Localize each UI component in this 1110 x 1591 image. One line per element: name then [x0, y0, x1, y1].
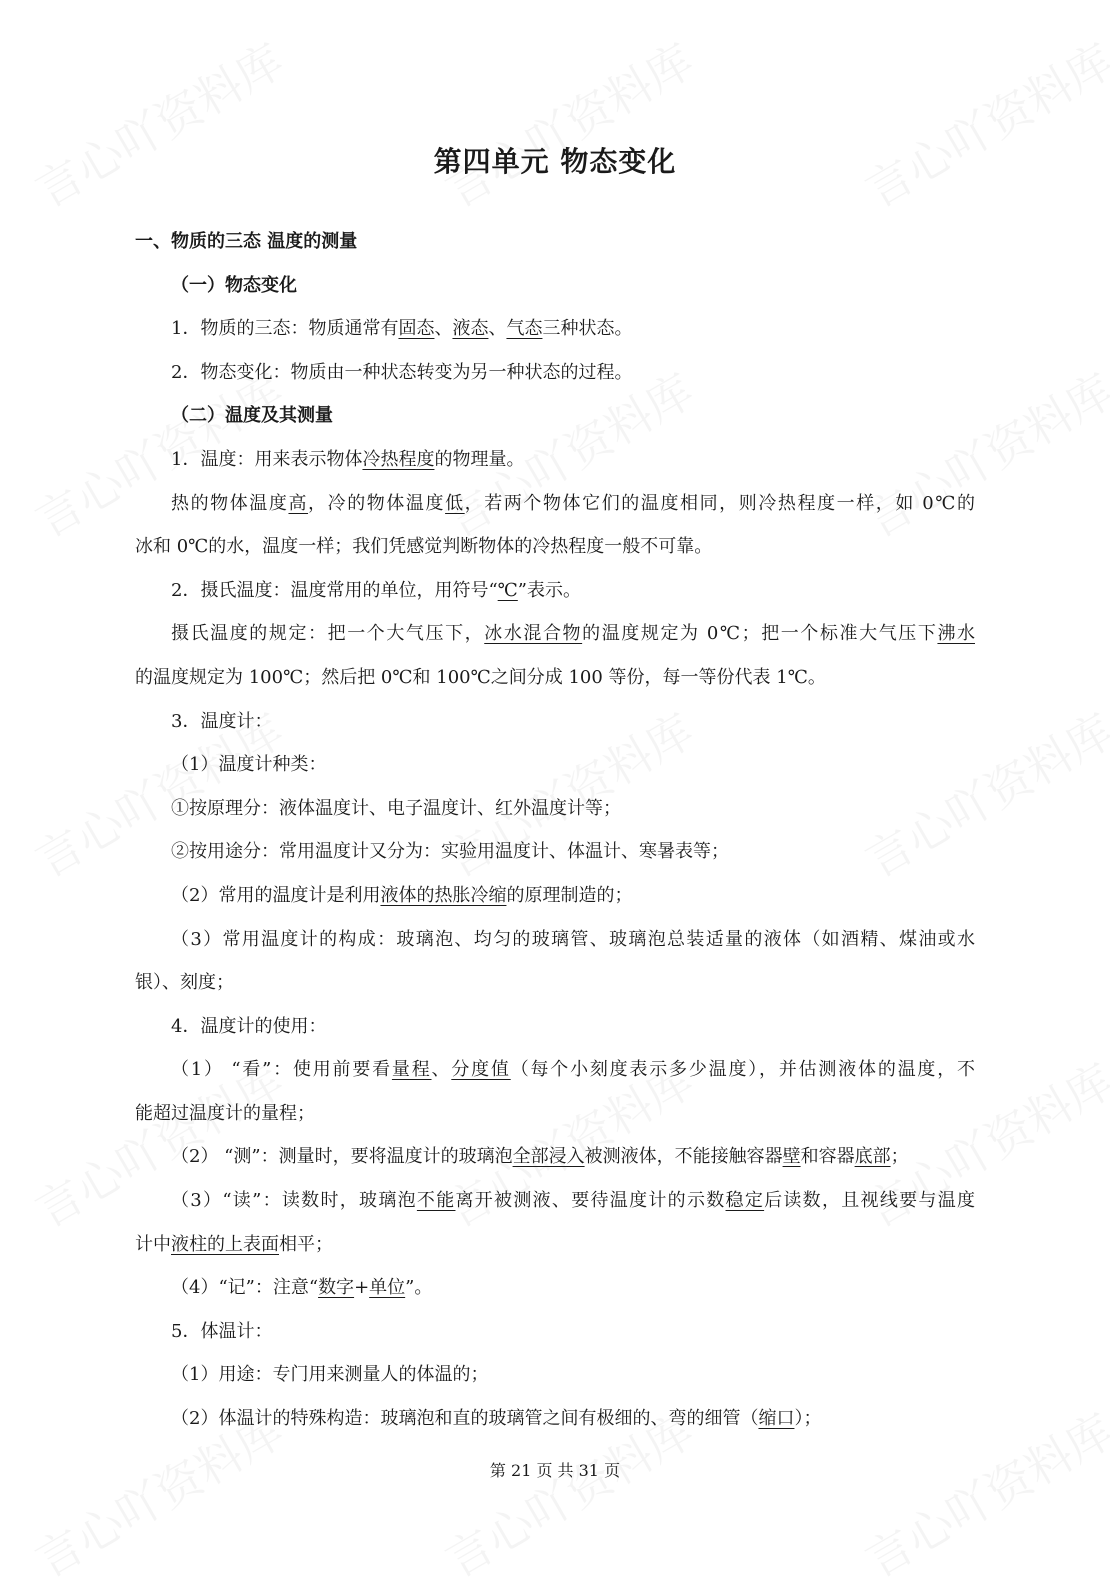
underlined-keyword: 量程: [391, 1059, 432, 1081]
text-line: [135, 569, 975, 613]
text-segment: ）；: [794, 1408, 822, 1430]
text-line: [135, 1092, 975, 1136]
text-segment: （2）常用的温度计是利用: [171, 884, 381, 906]
text-line: [135, 874, 975, 918]
text-segment: 计中: [135, 1233, 171, 1255]
underlined-keyword: 固态: [398, 318, 435, 340]
underlined-keyword: 液体的热胀冷缩: [380, 884, 507, 906]
text-segment: 银）、刻度；: [135, 972, 234, 994]
underlined-keyword: 沸水: [937, 623, 975, 645]
text-line: [135, 482, 975, 526]
text-segment: 的原理制造的；: [506, 884, 633, 906]
underlined-keyword: 全部浸入: [512, 1146, 585, 1168]
text-line: [135, 1135, 975, 1179]
text-line: [135, 918, 975, 962]
underlined-keyword: 冰水混合物: [484, 623, 583, 645]
text-line: [135, 612, 975, 656]
underlined-keyword: 分度值: [451, 1059, 511, 1081]
text-segment: （二）温度及其测量: [171, 405, 333, 427]
watermark: [22, 25, 294, 220]
text-segment: （2）体温计的特殊构造：玻璃泡和直的玻璃管之间有极细的、弯的细管（: [171, 1408, 759, 1430]
section-heading: [135, 264, 975, 308]
underlined-keyword: 稳定: [725, 1190, 765, 1212]
document-body: [135, 220, 975, 1441]
underlined-keyword: 壁: [782, 1146, 801, 1168]
underlined-keyword: 单位: [369, 1277, 406, 1299]
text-segment: 4．温度计的使用：: [171, 1015, 327, 1037]
text-segment: 三种状态。: [542, 318, 633, 340]
watermark: [432, 25, 704, 220]
text-segment: （1）用途：专门用来测量人的体温的；: [171, 1364, 489, 1386]
text-segment: ；: [890, 1146, 909, 1168]
underlined-keyword: 不能: [416, 1190, 456, 1212]
text-segment: 2．摄氏温度：温度常用的单位，用符号“: [171, 579, 498, 601]
text-line: [135, 1397, 975, 1441]
text-segment: （1） “看”：使用前要看: [171, 1059, 392, 1081]
text-segment: ，若两个物体它们的温度相同，则冷热程度一样，如 0℃的: [464, 492, 975, 514]
text-line: [135, 1353, 975, 1397]
underlined-keyword: 高: [288, 492, 309, 514]
text-line: [135, 656, 975, 700]
text-segment: 5．体温计：: [171, 1320, 273, 1342]
text-line: [135, 1179, 975, 1223]
underlined-keyword: 液柱的上表面: [171, 1233, 279, 1255]
underlined-keyword: 底部: [854, 1146, 891, 1168]
text-line: [135, 1310, 975, 1354]
text-segment: 被测液体，不能接触容器: [584, 1146, 783, 1168]
text-segment: 能超过温度计的量程；: [135, 1102, 315, 1124]
text-segment: 的温度规定为 100℃；然后把 0℃和 100℃之间分成 100 等份，每一等份代表 1℃。: [135, 666, 826, 688]
text-segment: （每个小刻度表示多少温度），并估测液体的温度，不: [510, 1059, 975, 1081]
page-footer: 第 21 页 共 31 页: [489, 1461, 621, 1480]
text-segment: 的温度规定为 0℃；把一个标准大气压下: [582, 623, 938, 645]
watermark: [852, 25, 1110, 220]
text-segment: 2．物态变化：物质由一种状态转变为另一种状态的过程。: [171, 361, 633, 383]
text-segment: 摄氏温度的规定：把一个大气压下，: [171, 623, 485, 645]
text-segment: 一、物质的三态 温度的测量: [135, 231, 358, 252]
text-segment: 热的物体温度: [171, 492, 289, 514]
text-line: [135, 1005, 975, 1049]
text-segment: ②按用途分：常用温度计又分为：实验用温度计、体温计、寒暑表等；: [171, 841, 729, 863]
section-heading: [135, 394, 975, 438]
text-line: [135, 1266, 975, 1310]
text-segment: ”表示。: [517, 579, 581, 601]
text-line: [135, 525, 975, 569]
text-segment: 的物理量。: [434, 448, 525, 470]
underlined-keyword: ℃: [497, 579, 518, 601]
text-line: [135, 1223, 975, 1267]
page-title: 第四单元 物态变化: [433, 145, 677, 178]
text-segment: ①按原理分：液体温度计、电子温度计、红外温度计等；: [171, 797, 621, 819]
text-segment: 和容器: [800, 1146, 855, 1168]
text-segment: （3）“读”：读数时，玻璃泡: [171, 1190, 417, 1212]
text-segment: +: [354, 1277, 370, 1299]
text-segment: 1．温度：用来表示物体: [171, 448, 363, 470]
underlined-keyword: 数字: [318, 1277, 355, 1299]
text-line: [135, 787, 975, 831]
underlined-keyword: 低: [445, 492, 465, 514]
text-line: [135, 830, 975, 874]
underlined-keyword: 气态: [506, 318, 543, 340]
text-segment: ，冷的物体温度: [308, 492, 446, 514]
text-segment: 相平；: [279, 1233, 333, 1255]
text-line: [135, 961, 975, 1005]
underlined-keyword: 缩口: [758, 1408, 795, 1430]
underlined-keyword: 冷热程度: [362, 448, 435, 470]
section-heading: [135, 220, 975, 264]
text-line: [135, 743, 975, 787]
text-segment: ”。: [405, 1277, 433, 1299]
text-line: [135, 438, 975, 482]
text-segment: （2） “测”：测量时，要将温度计的玻璃泡: [171, 1146, 513, 1168]
text-segment: 冰和 0℃的水，温度一样；我们凭感觉判断物体的冷热程度一般不可靠。: [135, 536, 713, 558]
text-line: [135, 700, 975, 744]
text-line: [135, 307, 975, 351]
text-segment: 1．物质的三态：物质通常有: [171, 318, 399, 340]
text-segment: 离开被测液、要待温度计的示数: [455, 1190, 726, 1212]
text-segment: （一）物态变化: [171, 274, 297, 296]
text-segment: （4）“记”：注意“: [171, 1277, 319, 1299]
underlined-keyword: 液态: [452, 318, 489, 340]
text-segment: （3）常用温度计的构成：玻璃泡、均匀的玻璃管、玻璃泡总装适量的液体（如酒精、煤油或水: [171, 928, 975, 950]
text-segment: 、: [488, 318, 507, 340]
text-segment: 、: [431, 1059, 452, 1081]
text-line: [135, 351, 975, 395]
text-segment: （1）温度计种类：: [171, 754, 327, 776]
text-segment: 后读数，且视线要与温度: [764, 1190, 975, 1212]
text-segment: 3．温度计：: [171, 710, 273, 732]
text-line: [135, 1048, 975, 1092]
text-segment: 、: [434, 318, 453, 340]
